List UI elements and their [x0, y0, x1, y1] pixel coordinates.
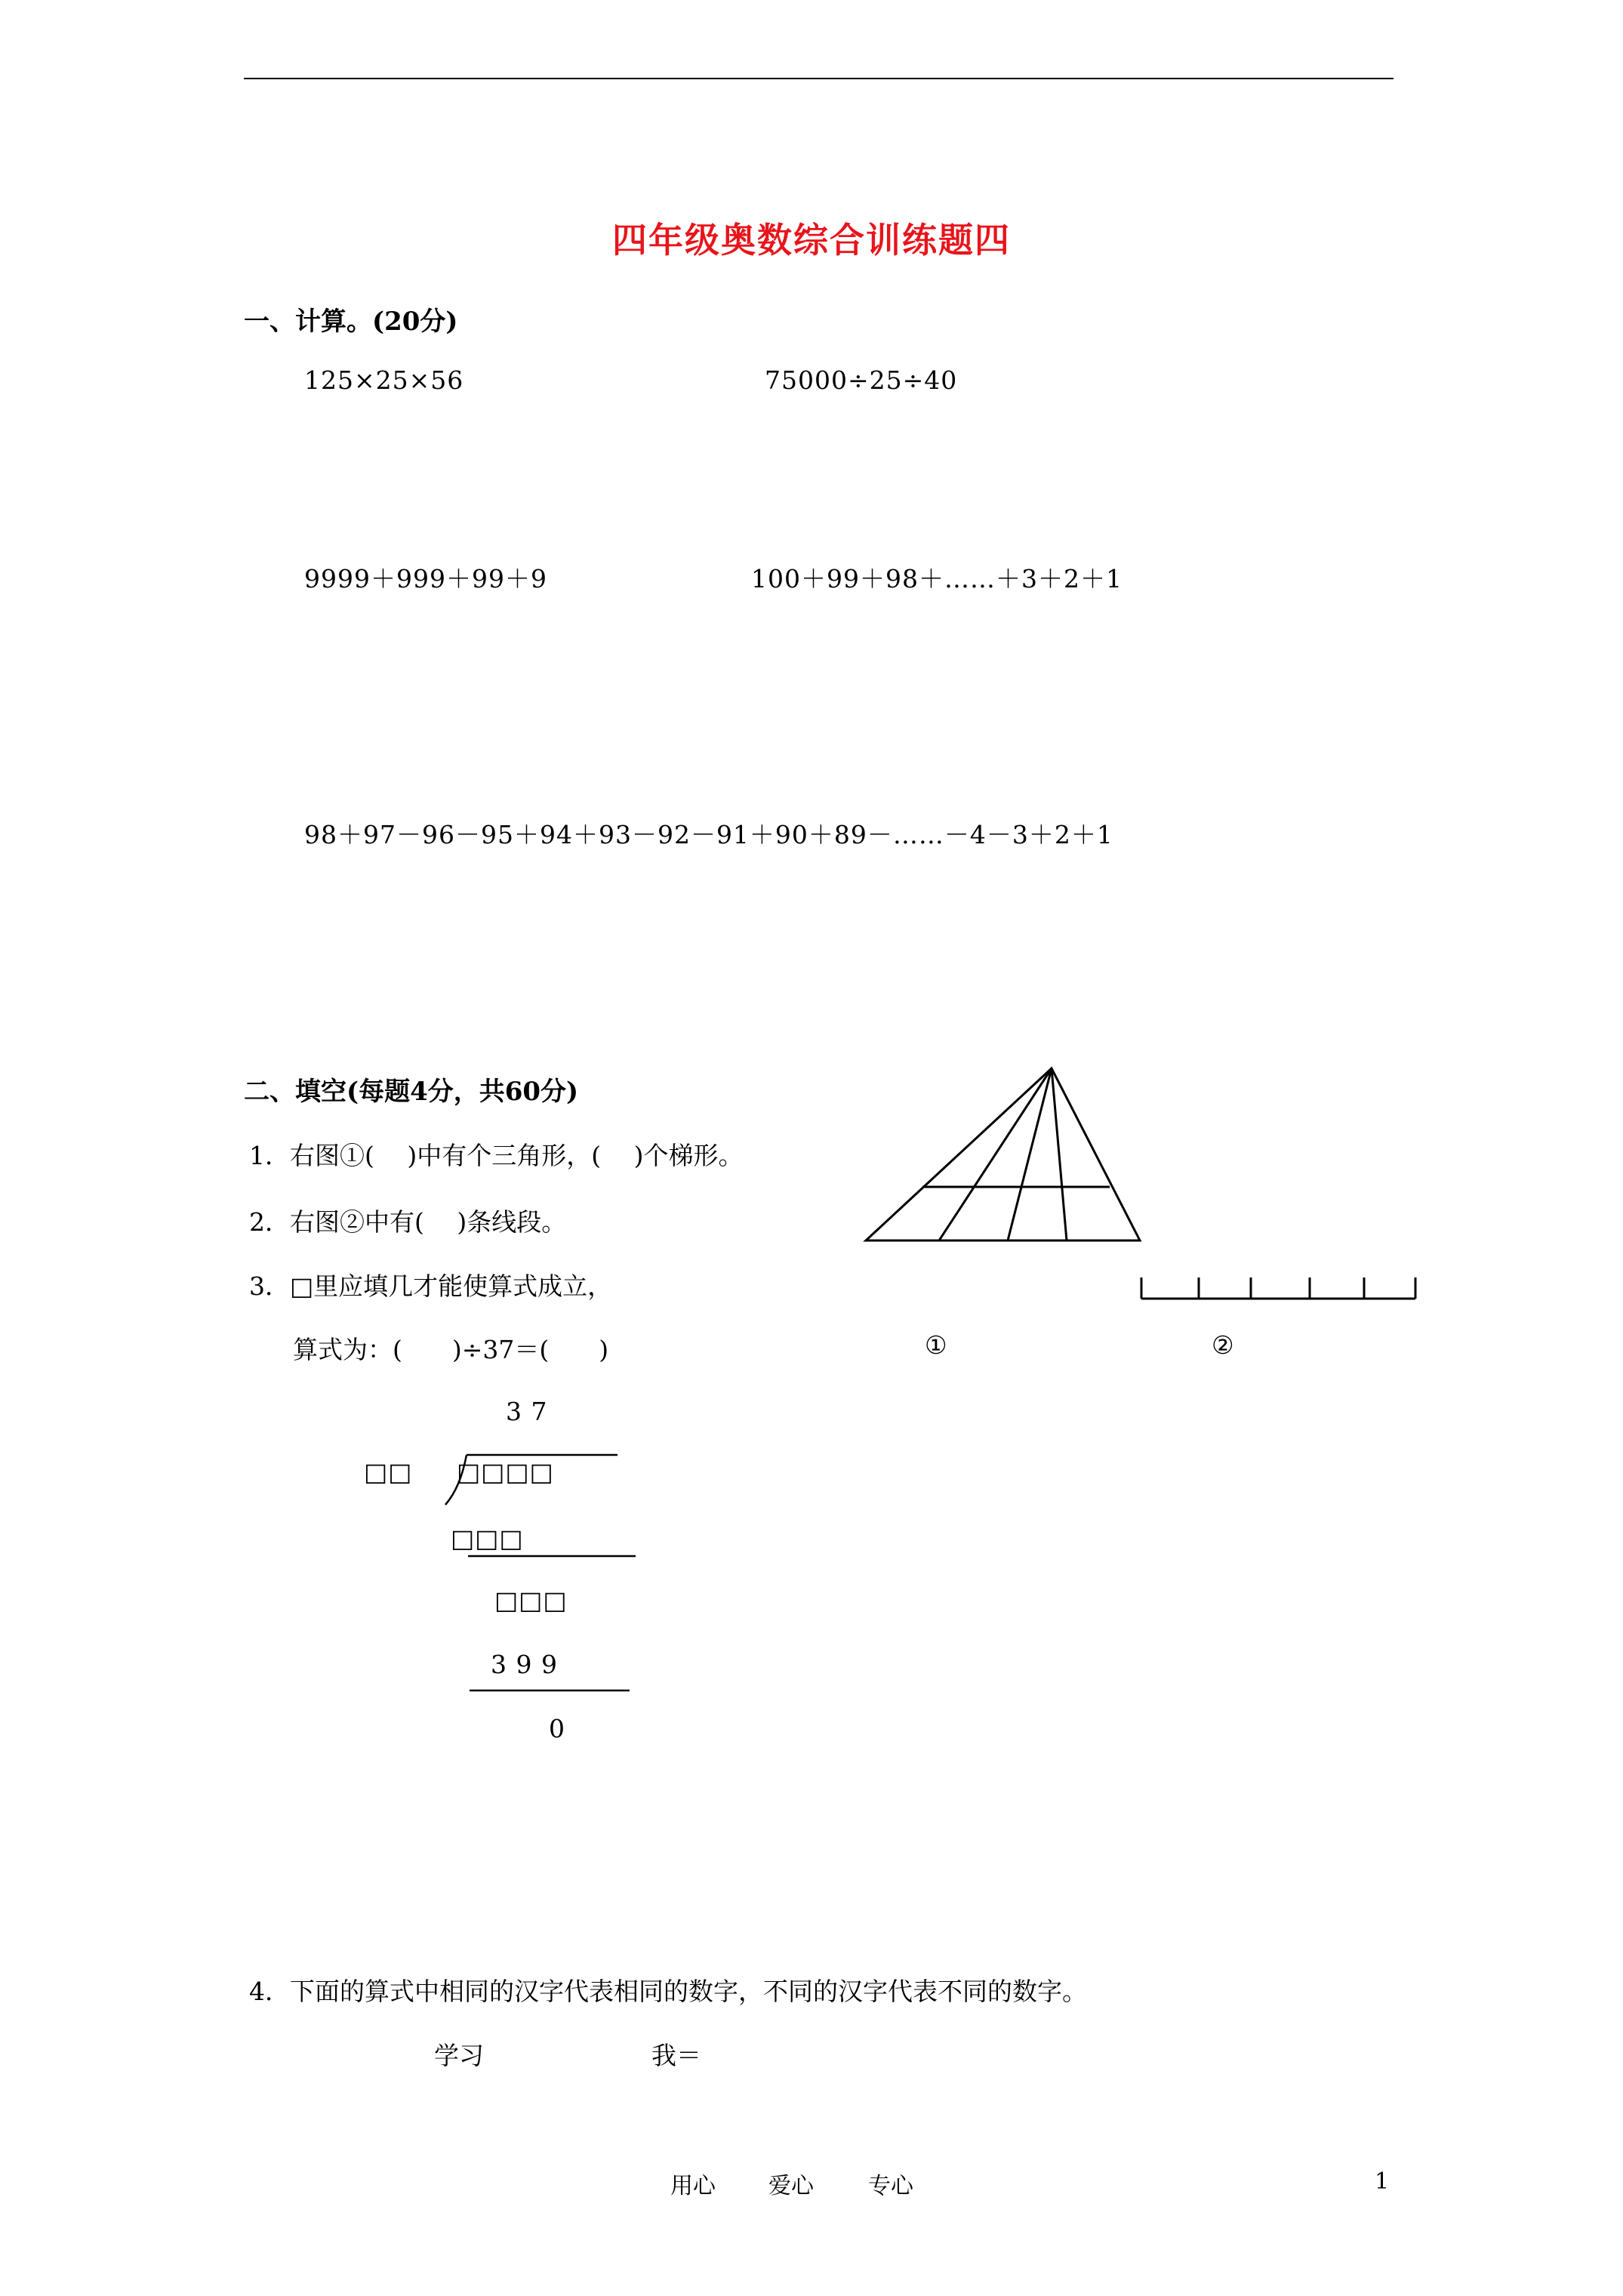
question-1: 1．右图①( )中有个三角形，( )个梯形。: [249, 1141, 744, 1170]
division-line-2: □□□: [494, 1586, 568, 1615]
footer-item-2: 爱心: [768, 2173, 814, 2199]
division-rule-2: [470, 1688, 632, 1693]
problem-2: 75000÷25÷40: [765, 365, 958, 395]
problem-5: 98＋97－96－95＋94＋93－92－91＋90＋89－……－4－3＋2＋1: [304, 820, 1113, 849]
question-4-left: 学习: [434, 2041, 484, 2070]
section2-heading: 二、填空(每题4分，共60分): [244, 1077, 579, 1107]
question-3: 3．□里应填几才能使算式成立，: [249, 1271, 613, 1301]
division-dividend: □□□□: [457, 1457, 554, 1487]
division-line-1: □□□: [451, 1524, 524, 1553]
question-4: 4．下面的算式中相同的汉字代表相同的数字，不同的汉字代表不同的数字。: [249, 1977, 1087, 2006]
section1-heading: 一、计算。(20分): [244, 307, 458, 337]
division-quotient: 3 7: [506, 1397, 548, 1426]
division-remainder: 0: [549, 1714, 565, 1743]
line-segments-figure: [1132, 1268, 1423, 1306]
problem-1: 125×25×56: [304, 365, 464, 395]
triangle-figure: [861, 1065, 1147, 1246]
page-title: 四年级奥数综合训练题四: [612, 220, 1011, 260]
page-number: 1: [1375, 2168, 1390, 2195]
question-3-formula: 算式为：( )÷37＝( ): [293, 1335, 609, 1364]
header-rule: [244, 78, 1394, 79]
division-rule-1: [468, 1554, 638, 1558]
problem-3: 9999＋999＋99＋9: [304, 564, 547, 593]
figure-label-1: ①: [925, 1330, 947, 1360]
footer-item-1: 用心: [670, 2173, 716, 2199]
question-2: 2．右图②中有( )条线段。: [249, 1207, 567, 1237]
question-4-right: 我＝: [651, 2041, 701, 2070]
division-line-3: 3 9 9: [491, 1650, 558, 1679]
figure-label-2: ②: [1212, 1330, 1234, 1360]
division-divisor: □□: [364, 1457, 413, 1487]
footer-item-3: 专心: [868, 2173, 913, 2199]
problem-4: 100＋99＋98＋……＋3＋2＋1: [751, 564, 1123, 593]
